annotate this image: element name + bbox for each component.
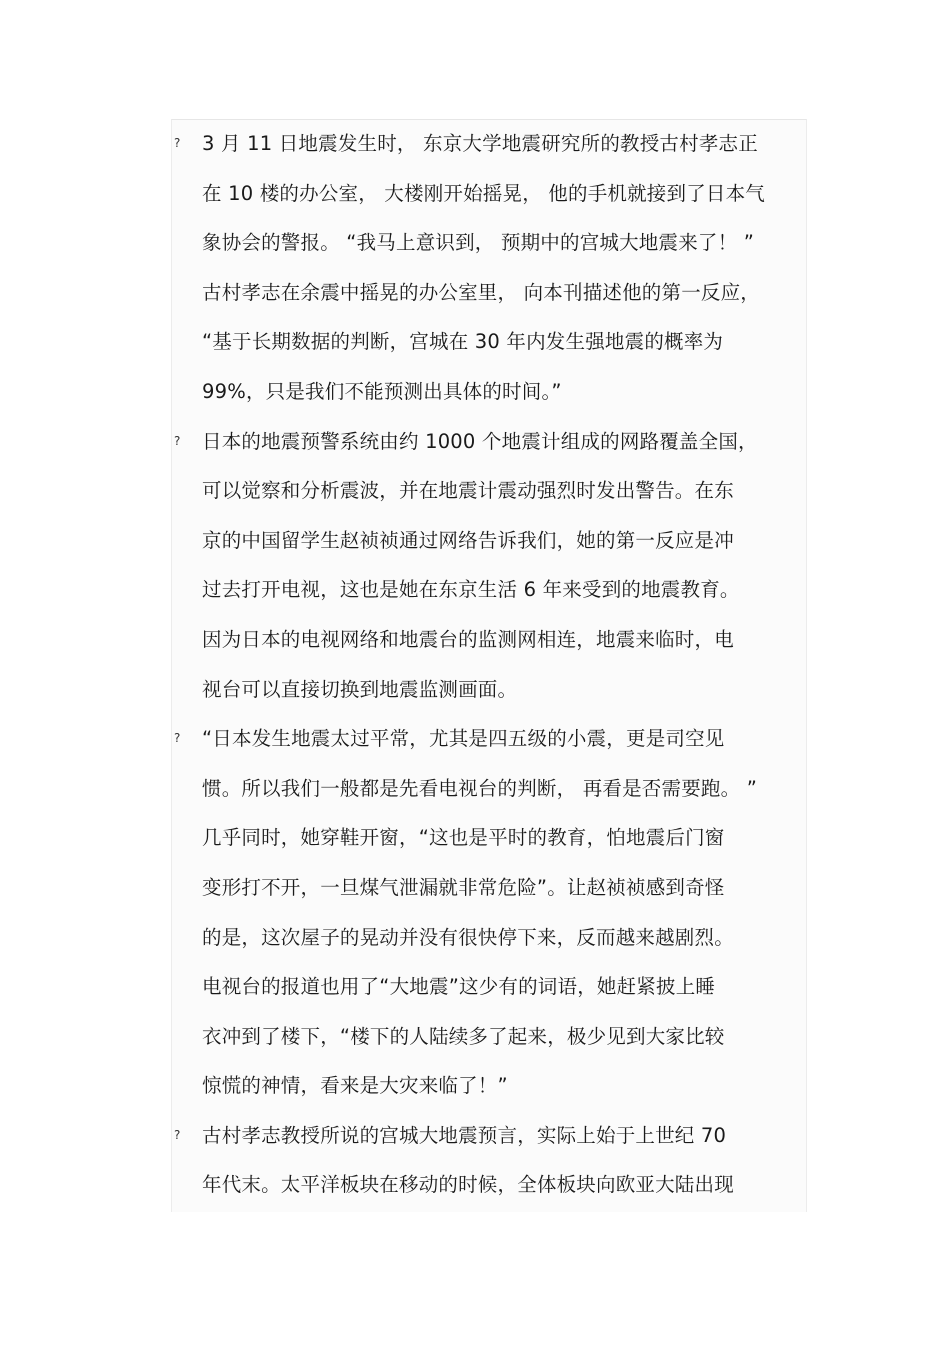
text-line: 99%，只是我们不能预测出具体的时间。”: [202, 379, 562, 403]
text-line: 可以觉察和分析震波，并在地震计震动强烈时发出警告。在东: [202, 479, 734, 503]
text-line: 惯。所以我们一般都是先看电视台的判断， 再看是否需要跑。 ”: [202, 776, 757, 800]
text-line: 因为日本的电视网络和地震台的监测网相连，地震来临时，电: [202, 627, 734, 651]
text-line: 的是，这次屋子的晃动并没有很快停下来，反而越来越剧烈。: [202, 925, 734, 949]
bullet-marker: ?: [174, 136, 181, 150]
text-line: 年代末。太平洋板块在移动的时候，全体板块向欧亚大陆出现: [202, 1173, 734, 1197]
bullet-marker: ?: [174, 731, 181, 746]
text-line: 几乎同时，她穿鞋开窗，“这也是平时的教育，怕地震后门窗: [202, 826, 725, 850]
paragraph-3: [172, 714, 806, 1111]
text-line: 变形打不开，一旦煤气泄漏就非常危险”。让赵祯祯感到奇怪: [202, 875, 725, 899]
text-line: 过去打开电视，这也是她在东京生活 6 年来受到的地震教育。: [202, 578, 740, 602]
text-line: 在 10 楼的办公室， 大楼刚开始摇晃， 他的手机就接到了日本气: [202, 181, 766, 205]
paragraph-1: [172, 119, 806, 417]
text-line: 3 月 11 日地震发生时， 东京大学地震研究所的教授古村孝志正: [202, 132, 758, 155]
text-line: 惊慌的神情，看来是大灾来临了！”: [202, 1074, 508, 1098]
text-line: 古村孝志在余震中摇晃的办公室里， 向本刊描述他的第一反应，: [202, 280, 760, 304]
text-line: 衣冲到了楼下，“楼下的人陆续多了起来，极少见到大家比较: [202, 1024, 725, 1048]
text-line: 京的中国留学生赵祯祯通过网络告诉我们，她的第一反应是冲: [202, 528, 734, 552]
text-line: 象协会的警报。 “我马上意识到， 预期中的宫城大地震来了！ ”: [202, 231, 755, 255]
paragraph-2: [172, 417, 806, 715]
bullet-marker: ?: [174, 1127, 181, 1142]
document-text-frame: [171, 119, 807, 1212]
text-line: “日本发生地震太过平常，尤其是四五级的小震，更是司空见: [202, 727, 725, 751]
text-line: 古村孝志教授所说的宫城大地震预言，实际上始于上世纪 70: [202, 1123, 727, 1147]
text-line: 视台可以直接切换到地震监测画面。: [202, 677, 518, 701]
text-line: “基于长期数据的判断，宫城在 30 年内发生强地震的概率为: [202, 330, 724, 354]
paragraph-4: [172, 1111, 806, 1210]
text-line: 日本的地震预警系统由约 1000 个地震计组成的网路覆盖全国，: [202, 429, 758, 453]
text-line: 电视台的报道也用了“大地震”这少有的词语，她赶紧披上睡: [202, 975, 716, 999]
bullet-marker: ?: [174, 433, 181, 448]
